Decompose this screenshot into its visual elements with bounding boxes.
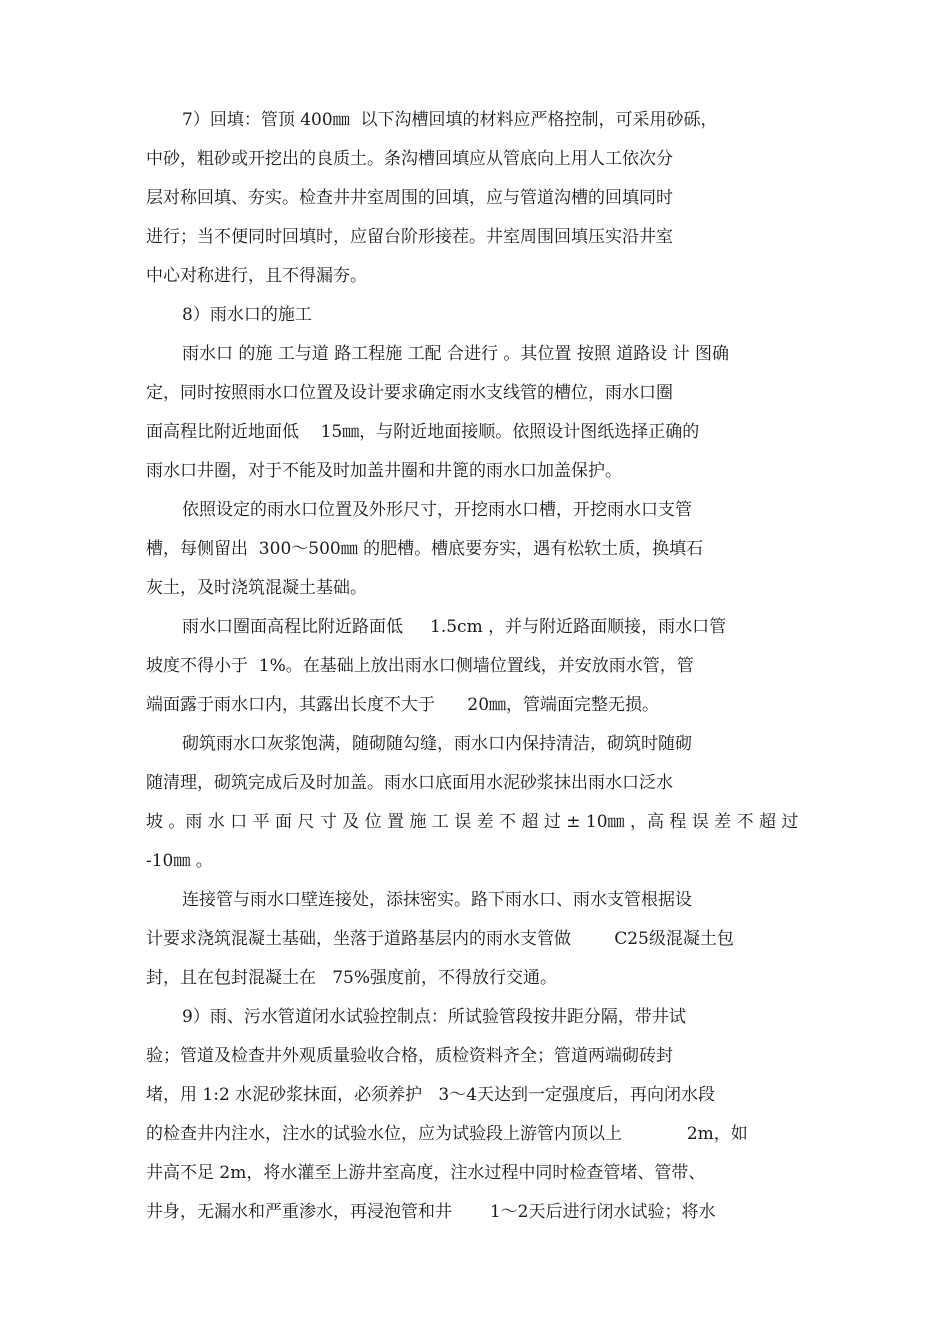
text-line: 雨水口井圈，对于不能及时加盖井圈和井篦的雨水口加盖保护。 xyxy=(146,461,622,481)
text-line: 连接管与雨水口壁连接处，添抹密实。路下雨水口、雨水支管根据设 xyxy=(182,890,692,910)
text-line: -10㎜ 。 xyxy=(146,851,213,871)
text-line: 堵，用 1:2 水泥砂浆抹面，必须养护 3～4天达到一定强度后，再向闭水段 xyxy=(146,1085,716,1105)
text-line: 验；管道及检查井外观质量验收合格，质检资料齐全；管道两端砌砖封 xyxy=(146,1046,673,1066)
text-line: 槽，每侧留出 300～500㎜ 的肥槽。槽底要夯实，遇有松软土质，换填石 xyxy=(146,539,704,559)
text-line: 坡度不得小于 1%。在基础上放出雨水口侧墙位置线，并安放雨水管，管 xyxy=(146,656,694,676)
text-line: 进行；当不便同时回填时，应留台阶形接茬。井室周围回填压实沿井室 xyxy=(146,227,673,247)
text-line: 的检查井内注水，注水的试验水位，应为试验段上游管内顶以上 2m，如 xyxy=(146,1124,748,1144)
text-line: 雨水口 的施 工与道 路工程施 工配 合进行 。其位置 按照 道路设 计 图确 xyxy=(182,344,730,364)
text-line: 灰土，及时浇筑混凝土基础。 xyxy=(146,578,367,598)
text-line: 砌筑雨水口灰浆饱满，随砌随勾缝，雨水口内保持清洁，砌筑时随砌 xyxy=(182,734,692,754)
text-line: 中心对称进行，且不得漏夯。 xyxy=(146,266,367,286)
text-line: 层对称回填、夯实。检查井井室周围的回填，应与管道沟槽的回填同时 xyxy=(146,188,673,208)
text-line: 8）雨水口的施工 xyxy=(182,305,312,325)
text-line: 端面露于雨水口内，其露出长度不大于 20㎜，管端面完整无损。 xyxy=(146,695,660,715)
text-line: 坡 。雨 水 口 平 面 尺 寸 及 位 置 施 工 误 差 不 超 过 ± 10㎜ ，高 程 误 差 不 超 过 xyxy=(146,812,799,832)
text-line: 依照设定的雨水口位置及外形尺寸，开挖雨水口槽，开挖雨水口支管 xyxy=(182,500,692,520)
text-line: 雨水口圈面高程比附近路面低 1.5cm ，并与附近路面顺接，雨水口管 xyxy=(182,617,727,637)
text-line: 井高不足 2m，将水灌至上游井室高度，注水过程中同时检查管堵、管带、 xyxy=(146,1163,706,1183)
text-line: 井身，无漏水和严重渗水，再浸泡管和井 1～2天后进行闭水试验；将水 xyxy=(146,1202,716,1222)
text-line: 中砂，粗砂或开挖出的良质土。条沟槽回填应从管底向上用人工依次分 xyxy=(146,149,673,169)
text-line: 7）回填：管顶 400㎜ 以下沟槽回填的材料应严格控制，可采用砂砾， xyxy=(182,110,718,130)
text-line: 封，且在包封混凝土在 75%强度前，不得放行交通。 xyxy=(146,968,557,988)
text-line: 面高程比附近地面低 15㎜，与附近地面接顺。依照设计图纸选择正确的 xyxy=(146,422,700,442)
text-line: 9）雨、污水管道闭水试验控制点：所试验管段按井距分隔，带井试 xyxy=(182,1007,686,1027)
text-line: 定，同时按照雨水口位置及设计要求确定雨水支线管的槽位，雨水口圈 xyxy=(146,383,673,403)
text-line: 随清理，砌筑完成后及时加盖。雨水口底面用水泥砂浆抹出雨水口泛水 xyxy=(146,773,673,793)
text-line: 计要求浇筑混凝土基础，坐落于道路基层内的雨水支管做 C25级混凝土包 xyxy=(146,929,734,949)
